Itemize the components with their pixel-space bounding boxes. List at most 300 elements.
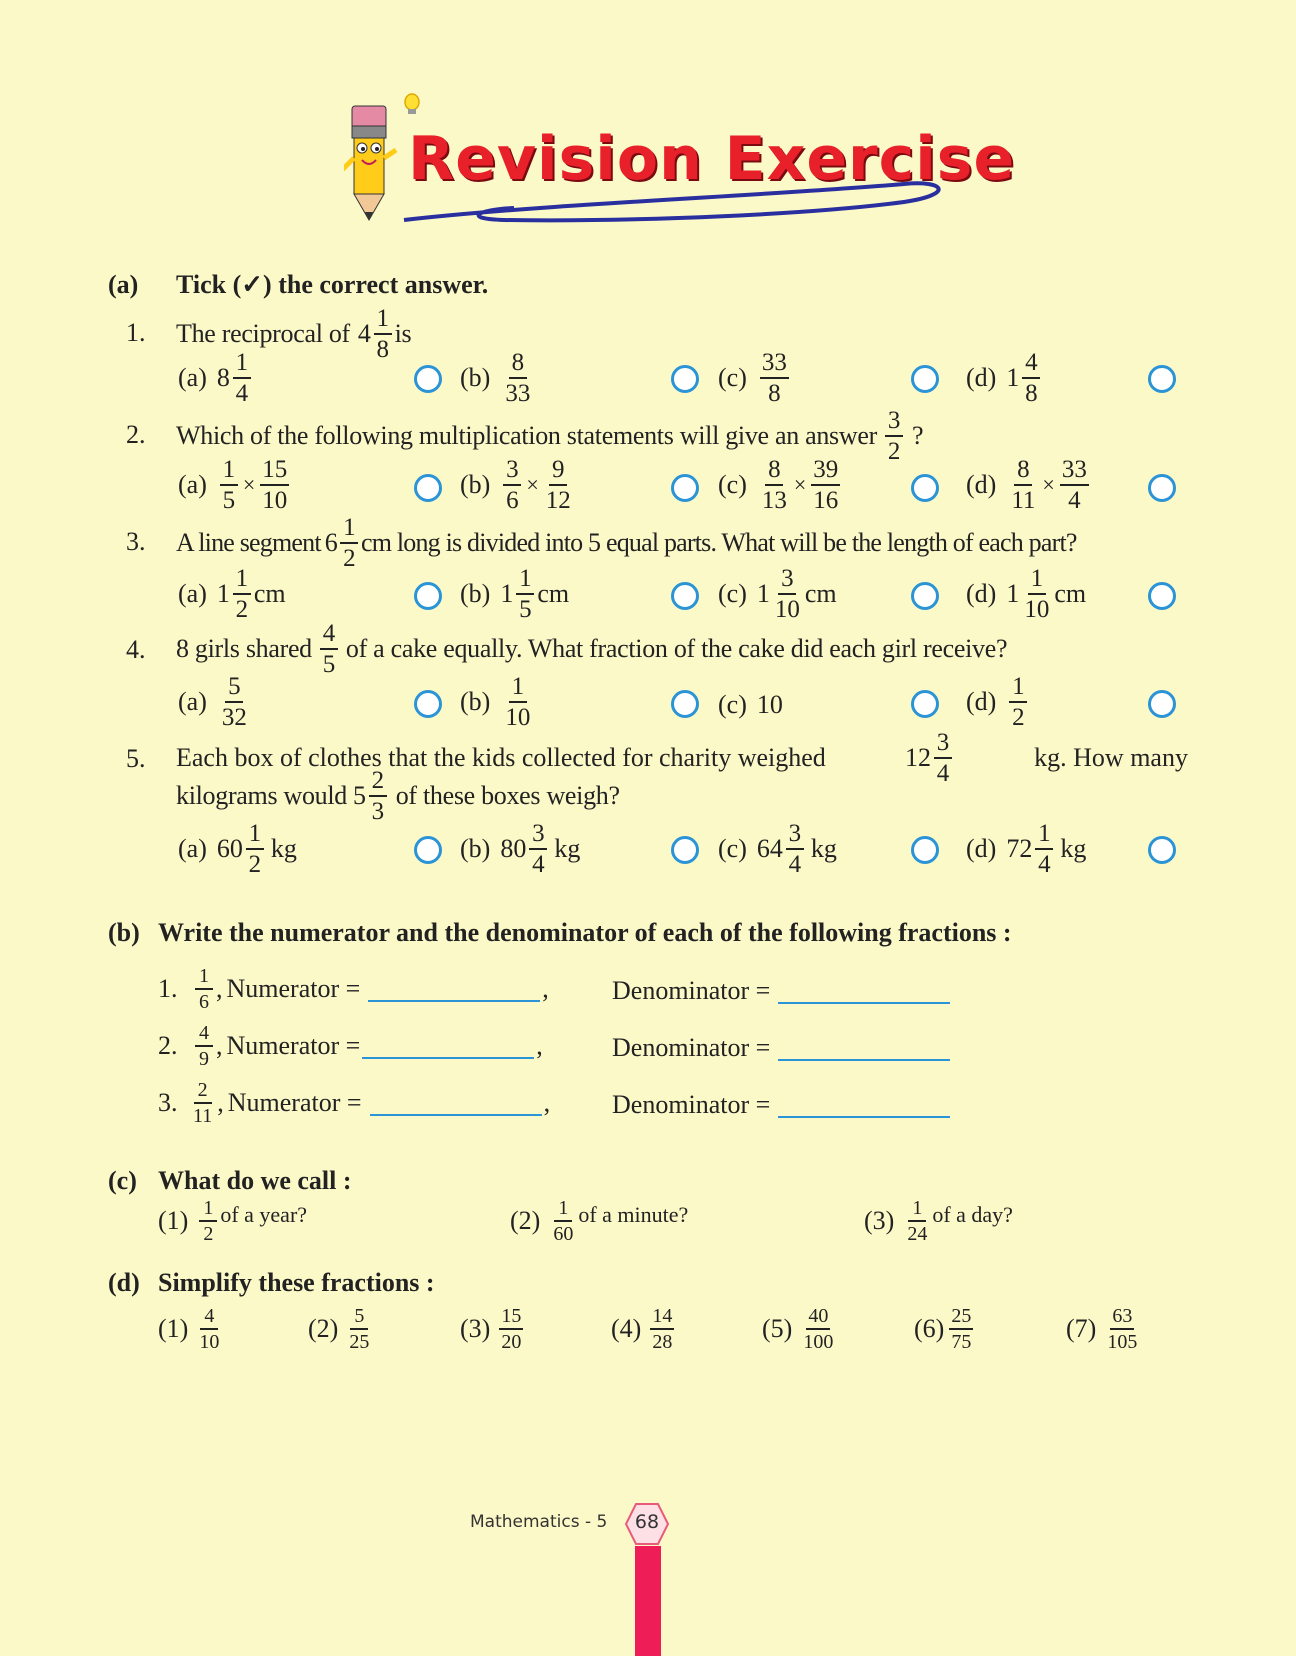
denominator: 10 <box>774 596 800 623</box>
fraction <box>340 515 358 571</box>
denominator: 2 <box>1012 704 1025 731</box>
numerator: 1 <box>233 350 251 379</box>
option-label: (b) <box>460 470 491 499</box>
item-number: 1. <box>158 974 178 1003</box>
fraction-item <box>158 1023 543 1069</box>
comma: , <box>217 1088 224 1117</box>
denominator: 11 <box>193 1105 213 1127</box>
question-number: 3. <box>126 527 146 556</box>
call-item <box>158 1198 307 1244</box>
question-text-before: Each box of clothes that the kids collected for charity weighed <box>176 743 826 772</box>
denominator: 3 <box>371 798 384 825</box>
denominator: 16 <box>813 487 839 514</box>
numerator: 1 <box>233 566 251 595</box>
fraction <box>1105 1306 1139 1352</box>
simplify-item <box>1066 1306 1142 1352</box>
option-a <box>178 674 252 730</box>
denominator: 32 <box>221 704 247 731</box>
numerator: 1 <box>199 1198 217 1222</box>
denominator: 20 <box>501 1331 522 1353</box>
times-sign: × <box>793 472 807 497</box>
answer-circle-icon[interactable] <box>1148 836 1176 864</box>
numerator: 3 <box>885 408 903 437</box>
numerator: 1 <box>340 515 358 544</box>
option-b <box>460 350 535 406</box>
unit: kg <box>810 834 837 863</box>
numerator-label: Numerator = <box>227 1088 362 1117</box>
item-number: 3. <box>158 1088 178 1117</box>
numerator: 3 <box>778 566 796 595</box>
whole-part: 5 <box>353 781 366 810</box>
question-text <box>176 515 1077 571</box>
answer-circle-icon[interactable] <box>414 582 442 610</box>
denominator: 4 <box>1068 487 1081 514</box>
answer-circle-icon[interactable] <box>1148 690 1176 718</box>
denominator: 6 <box>199 991 209 1013</box>
denominator-row <box>612 1033 950 1063</box>
option-c <box>718 457 843 513</box>
page-number: 68 <box>634 1511 660 1533</box>
denominator: 6 <box>506 487 519 514</box>
fraction <box>1022 350 1040 406</box>
denominator: 2 <box>343 545 355 572</box>
denominator-label: Denominator = <box>612 1090 771 1119</box>
denominator: 4 <box>1038 851 1051 878</box>
section-d-heading: Simplify these fractions : <box>158 1268 435 1297</box>
denominator-label: Denominator = <box>612 976 771 1005</box>
denominator-answer-blank[interactable] <box>778 1092 950 1118</box>
numerator: 33 <box>760 350 789 379</box>
answer-circle-icon[interactable] <box>671 474 699 502</box>
unit: kg <box>1060 834 1087 863</box>
denominator: 105 <box>1107 1331 1138 1353</box>
comma: , <box>543 1088 551 1117</box>
question-text-before: A line segment <box>176 528 321 557</box>
denominator: 8 <box>376 336 389 363</box>
fraction <box>233 350 251 406</box>
option-b <box>460 674 535 730</box>
option-a <box>178 457 292 513</box>
option-c <box>718 350 792 406</box>
answer-circle-icon[interactable] <box>1148 365 1176 393</box>
denominator-answer-blank[interactable] <box>778 978 950 1004</box>
times-sign: × <box>526 472 539 497</box>
fraction <box>773 566 802 622</box>
fraction <box>1035 821 1053 877</box>
numerator: 9 <box>549 457 567 486</box>
numerator: 1 <box>1028 566 1046 595</box>
fraction <box>191 1080 214 1126</box>
option-label: (b) <box>460 579 491 608</box>
numerator: 8 <box>509 350 527 379</box>
denominator: 2 <box>203 1223 214 1245</box>
option-label: (a) <box>178 579 207 608</box>
answer-circle-icon[interactable] <box>671 690 699 718</box>
item-number: (1) <box>158 1206 189 1235</box>
option-label: (c) <box>718 363 747 392</box>
denominator: 100 <box>803 1331 834 1353</box>
section-b-heading: Write the numerator and the denominator of each of the following fractions : <box>158 918 1012 947</box>
numerator-label: Numerator = <box>226 1031 361 1060</box>
numerator: 3 <box>503 457 521 486</box>
numerator-answer-blank[interactable] <box>368 976 540 1002</box>
denominator: 4 <box>788 851 802 878</box>
item-text: of a year? <box>220 1202 308 1227</box>
option-label: (d) <box>966 363 997 392</box>
fraction <box>199 1198 217 1244</box>
numerator-answer-blank[interactable] <box>370 1090 542 1116</box>
fraction <box>220 674 249 730</box>
mixed-fraction <box>353 768 390 824</box>
item-number: (2) <box>308 1314 339 1343</box>
fraction <box>260 457 289 513</box>
option-label: (d) <box>966 687 997 716</box>
simplify-item <box>308 1306 374 1352</box>
numerator: 1 <box>246 821 264 850</box>
denominator: 5 <box>519 596 532 623</box>
numerator: 1 <box>516 566 534 595</box>
fraction <box>246 821 264 877</box>
option-d <box>966 821 1086 877</box>
question-text-line-2 <box>176 768 620 824</box>
fraction <box>195 1023 213 1069</box>
comma: , <box>216 974 223 1003</box>
denominator: 9 <box>199 1048 209 1070</box>
whole-part: 1 <box>756 579 770 608</box>
numerator: 1 <box>1009 674 1027 703</box>
numerator: 2 <box>369 768 387 797</box>
denominator: 25 <box>349 1331 370 1353</box>
fraction <box>320 621 338 677</box>
whole-part: 60 <box>216 834 243 863</box>
item-text: of a day? <box>932 1202 1013 1227</box>
numerator: 1 <box>908 1198 926 1222</box>
denominator: 10 <box>505 704 531 731</box>
comma: , <box>216 1031 223 1060</box>
option-label: (a) <box>178 834 207 863</box>
comma: , <box>536 1031 543 1060</box>
denominator: 8 <box>1025 380 1038 407</box>
denominator: 12 <box>545 487 571 514</box>
item-number: (6) <box>914 1314 945 1343</box>
numerator: 4 <box>1022 350 1040 379</box>
fraction <box>801 1306 835 1352</box>
item-number: (3) <box>864 1206 895 1235</box>
fraction <box>1060 457 1089 513</box>
whole-part: 1 <box>500 579 514 608</box>
mixed-fraction <box>325 515 361 571</box>
simplify-item <box>158 1306 224 1352</box>
unit: cm <box>1054 579 1087 608</box>
fraction <box>195 966 213 1012</box>
question-text-after: kg. How many <box>1034 743 1188 772</box>
option-d <box>966 566 1086 622</box>
numerator: 8 <box>765 457 783 486</box>
option-label: (d) <box>966 579 997 608</box>
item-number: 2. <box>158 1031 178 1060</box>
option-label: (c) <box>718 690 747 719</box>
numerator: 1 <box>374 306 392 335</box>
numerator: 14 <box>650 1306 674 1330</box>
option-label: (c) <box>718 470 747 499</box>
option-a <box>178 821 297 877</box>
denominator: 28 <box>652 1331 673 1353</box>
denominator: 75 <box>951 1331 972 1353</box>
option-label: (c) <box>718 834 747 863</box>
section-c-label: (c) <box>108 1166 137 1195</box>
answer-circle-icon[interactable] <box>414 474 442 502</box>
numerator: 4 <box>320 621 338 650</box>
numerator: 39 <box>811 457 840 486</box>
numerator: 8 <box>1014 457 1032 486</box>
section-c-heading: What do we call : <box>158 1166 352 1195</box>
denominator: 2 <box>887 438 901 465</box>
denominator: 60 <box>553 1223 574 1245</box>
numerator-label: Numerator = <box>226 974 361 1003</box>
denominator-answer-blank[interactable] <box>778 1035 950 1061</box>
answer-circle-icon[interactable] <box>671 365 699 393</box>
question-text-after: ? <box>911 421 924 450</box>
question-text <box>176 621 1007 677</box>
option-b <box>460 457 576 513</box>
question-number: 5. <box>126 744 146 773</box>
unit: cm <box>253 579 286 608</box>
fraction <box>233 566 251 622</box>
numerator: 40 <box>806 1306 830 1330</box>
call-item <box>510 1198 688 1244</box>
item-number: (4) <box>611 1314 642 1343</box>
answer-circle-icon[interactable] <box>671 836 699 864</box>
numerator: 5 <box>350 1306 368 1330</box>
fraction <box>503 457 521 513</box>
denominator: 10 <box>262 487 288 514</box>
fraction <box>1009 457 1037 513</box>
fraction <box>197 1306 221 1352</box>
section-a-label: (a) <box>108 270 139 299</box>
unit: cm <box>537 579 570 608</box>
numerator: 25 <box>949 1306 973 1330</box>
denominator: 10 <box>1024 596 1050 623</box>
answer-circle-icon[interactable] <box>414 836 442 864</box>
question-text-before: The reciprocal of <box>176 319 350 348</box>
denominator-row <box>612 1090 950 1120</box>
footer-subject: Mathematics - 5 <box>470 1512 608 1532</box>
fraction <box>220 457 238 513</box>
denominator: 10 <box>199 1331 220 1353</box>
option-label: (b) <box>460 687 491 716</box>
fraction <box>650 1306 674 1352</box>
option-a <box>178 566 286 622</box>
option-c <box>718 821 837 877</box>
denominator: 4 <box>936 760 950 787</box>
fraction <box>544 457 573 513</box>
option-b <box>460 821 580 877</box>
option-label: (a) <box>178 363 207 392</box>
numerator: 4 <box>200 1306 218 1330</box>
page-title: Revision Exercise <box>408 124 1016 194</box>
whole-part: 8 <box>216 363 230 392</box>
mixed-fraction <box>905 730 955 786</box>
unit: kg <box>554 834 581 863</box>
numerator: 2 <box>194 1080 212 1104</box>
item-number: (3) <box>460 1314 491 1343</box>
fraction <box>811 457 840 513</box>
numerator: 1 <box>220 457 238 486</box>
option-value: 10 <box>756 690 783 719</box>
numerator: 15 <box>260 457 289 486</box>
question-text-before: kilograms would <box>176 781 347 810</box>
fraction <box>499 1306 523 1352</box>
section-b-label: (b) <box>108 918 140 947</box>
fraction <box>503 674 532 730</box>
whole-part: 1 <box>1006 363 1020 392</box>
option-d <box>966 674 1030 730</box>
fraction <box>369 768 387 824</box>
denominator: 24 <box>907 1223 928 1245</box>
call-item <box>864 1198 1013 1244</box>
numerator: 1 <box>1035 821 1053 850</box>
times-sign: × <box>1042 472 1055 497</box>
option-b <box>460 566 569 622</box>
page-tab-bar <box>635 1546 661 1656</box>
numerator: 4 <box>195 1023 213 1047</box>
numerator: 63 <box>1110 1306 1134 1330</box>
fraction <box>529 821 547 877</box>
numerator: 15 <box>499 1306 523 1330</box>
fraction <box>934 730 952 786</box>
denominator: 4 <box>532 851 545 878</box>
comma: , <box>542 974 549 1003</box>
denominator: 5 <box>222 487 236 514</box>
whole-part: 6 <box>324 528 337 557</box>
fraction <box>347 1306 371 1352</box>
answer-circle-icon[interactable] <box>414 690 442 718</box>
fraction <box>1009 674 1027 730</box>
whole-part: 1 <box>1006 579 1020 608</box>
fraction-item <box>158 966 549 1012</box>
option-label: (a) <box>178 687 207 716</box>
question-number: 2. <box>126 420 146 449</box>
denominator: 2 <box>235 596 249 623</box>
question-number: 4. <box>126 635 146 664</box>
option-d <box>966 350 1043 406</box>
fraction <box>760 350 789 406</box>
answer-circle-icon[interactable] <box>911 836 939 864</box>
answer-circle-icon[interactable] <box>1148 582 1176 610</box>
whole-part: 80 <box>500 834 527 863</box>
title-banner <box>344 92 1016 232</box>
question-text-after: is <box>394 319 412 348</box>
whole-part: 1 <box>216 579 230 608</box>
numerator: 3 <box>934 730 952 759</box>
denominator: 33 <box>505 380 531 407</box>
denominator-row <box>612 976 950 1006</box>
option-label: (b) <box>460 834 491 863</box>
denominator: 2 <box>248 851 262 878</box>
item-number: (1) <box>158 1314 189 1343</box>
question-text-before: Which of the following multiplication statements will give an answer <box>176 421 877 450</box>
answer-circle-icon[interactable] <box>911 690 939 718</box>
numerator: 1 <box>554 1198 572 1222</box>
fraction <box>516 566 534 622</box>
fraction-item <box>158 1080 550 1126</box>
denominator: 13 <box>761 487 787 514</box>
option-c <box>718 690 783 720</box>
option-label: (b) <box>460 363 491 392</box>
simplify-item <box>762 1306 838 1352</box>
option-a <box>178 350 254 406</box>
item-number: (7) <box>1066 1314 1097 1343</box>
simplify-item <box>611 1306 677 1352</box>
question-text-after: of these boxes weigh? <box>395 781 620 810</box>
question-number: 1. <box>126 318 146 347</box>
fraction <box>1022 566 1051 622</box>
option-c <box>718 566 837 622</box>
numerator-answer-blank[interactable] <box>362 1033 534 1059</box>
numerator: 1 <box>509 674 527 703</box>
answer-circle-icon[interactable] <box>1148 474 1176 502</box>
numerator: 1 <box>195 966 213 990</box>
simplify-item <box>914 1306 976 1352</box>
denominator-label: Denominator = <box>612 1033 771 1062</box>
answer-circle-icon[interactable] <box>911 474 939 502</box>
whole-part: 64 <box>756 834 783 863</box>
fraction <box>905 1198 929 1244</box>
option-label: (a) <box>178 470 207 499</box>
unit: kg <box>270 834 297 863</box>
denominator: 4 <box>235 380 249 407</box>
fraction <box>885 408 903 464</box>
fraction <box>760 457 789 513</box>
question-text <box>176 408 923 464</box>
numerator: 5 <box>225 674 243 703</box>
answer-circle-icon[interactable] <box>911 365 939 393</box>
question-text-before: 8 girls shared <box>176 634 312 663</box>
whole-part: 72 <box>1006 834 1033 863</box>
item-text: of a minute? <box>578 1202 689 1227</box>
option-label: (d) <box>966 470 997 499</box>
fraction <box>786 821 804 877</box>
question-text-after: of a cake equally. What fraction of the cake did each girl receive? <box>345 634 1008 663</box>
fraction <box>949 1306 973 1352</box>
whole-part: 12 <box>904 743 931 772</box>
option-d <box>966 457 1092 513</box>
section-d-label: (d) <box>108 1268 140 1297</box>
answer-circle-icon[interactable] <box>911 582 939 610</box>
denominator: 8 <box>768 380 781 407</box>
unit: cm <box>804 579 837 608</box>
option-label: (c) <box>718 579 747 608</box>
answer-circle-icon[interactable] <box>671 582 699 610</box>
answer-circle-icon[interactable] <box>414 365 442 393</box>
numerator: 3 <box>786 821 804 850</box>
whole-part: 4 <box>357 319 371 348</box>
denominator: 5 <box>322 651 335 678</box>
numerator: 3 <box>529 821 547 850</box>
fraction <box>374 306 392 362</box>
section-a-heading: Tick (✓) the correct answer. <box>176 270 489 299</box>
times-sign: × <box>242 472 256 497</box>
question-text-after: cm long is divided into 5 equal parts. What will be the length of each part? <box>360 528 1077 557</box>
fraction <box>503 350 532 406</box>
mixed-fraction <box>358 306 395 362</box>
item-number: (5) <box>762 1314 793 1343</box>
denominator: 11 <box>1011 487 1036 514</box>
numerator: 33 <box>1060 457 1089 486</box>
item-number: (2) <box>510 1206 541 1235</box>
option-label: (d) <box>966 834 997 863</box>
fraction <box>551 1198 575 1244</box>
